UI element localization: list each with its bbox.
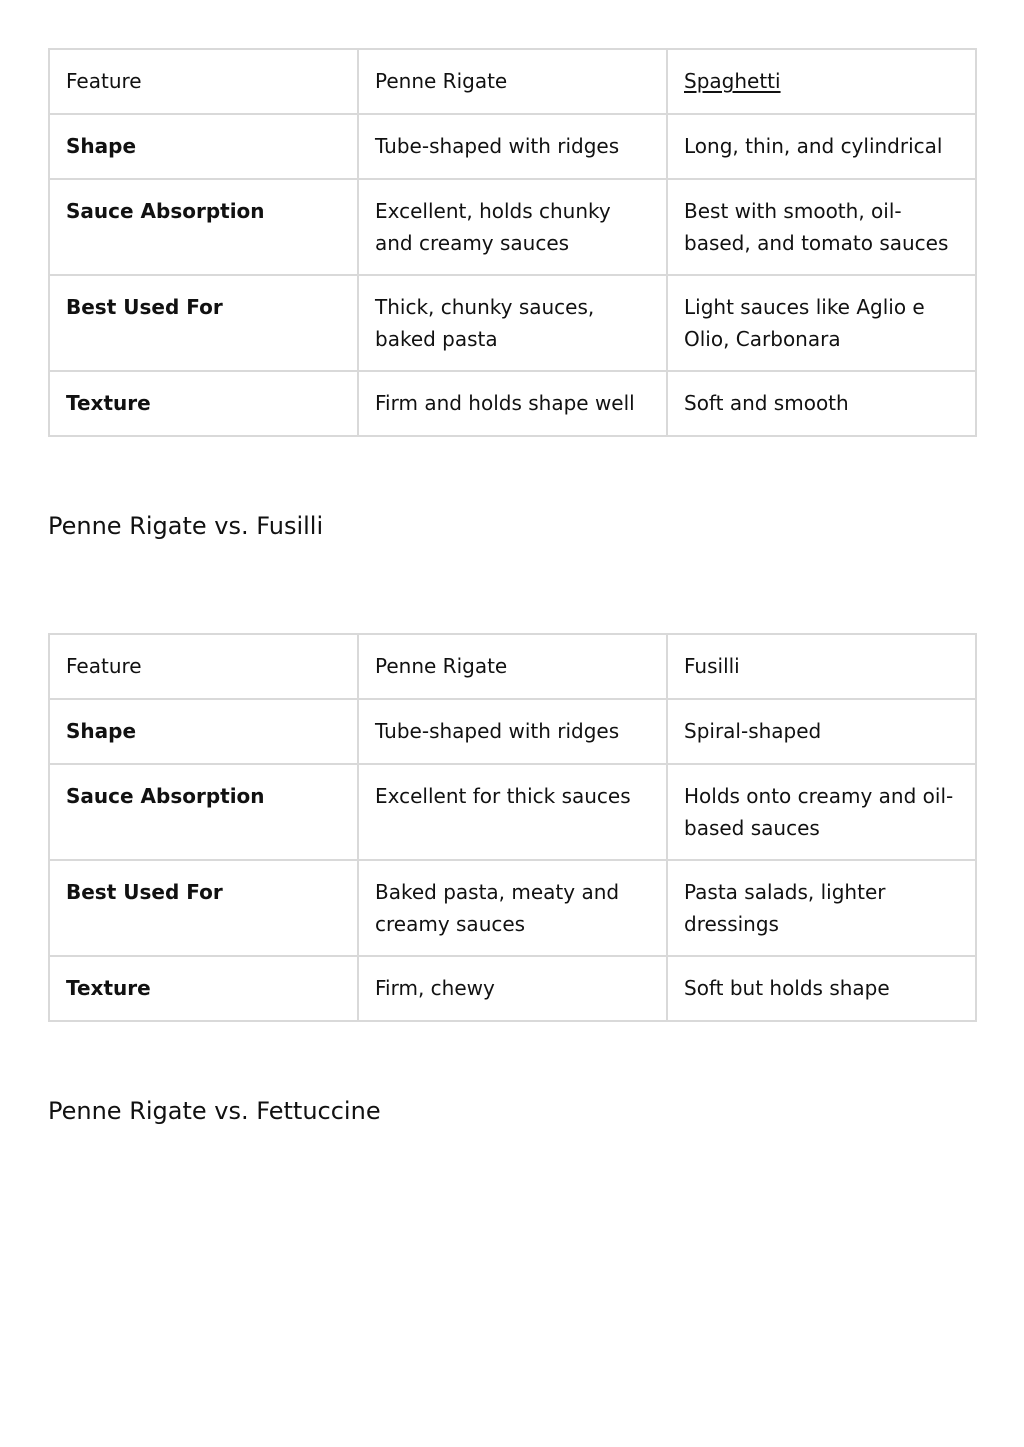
- section-heading-fusilli: Penne Rigate vs. Fusilli: [48, 512, 324, 540]
- section-heading-fettuccine: Penne Rigate vs. Fettuccine: [48, 1097, 381, 1125]
- value-cell: Spiral-shaped: [667, 699, 976, 764]
- value-cell: Firm, chewy: [358, 956, 667, 1021]
- comparison-table-spaghetti: [48, 48, 977, 437]
- feature-cell: Best Used For: [49, 860, 358, 956]
- table-row: [49, 956, 976, 1021]
- value-cell: Best with smooth, oil-based, and tomato sauces: [667, 179, 976, 275]
- value-cell: Thick, chunky sauces, baked pasta: [358, 275, 667, 371]
- value-cell: Pasta salads, lighter dressings: [667, 860, 976, 956]
- value-cell: Excellent for thick sauces: [358, 764, 667, 860]
- table-row: [49, 764, 976, 860]
- value-cell: Firm and holds shape well: [358, 371, 667, 436]
- value-cell: Tube-shaped with ridges: [358, 699, 667, 764]
- feature-cell: Shape: [49, 114, 358, 179]
- table-row: [49, 699, 976, 764]
- header-cell-spaghetti: [667, 49, 976, 114]
- table-row: [49, 275, 976, 371]
- header-cell-penne-rigate: Penne Rigate: [358, 634, 667, 699]
- header-cell-fusilli: Fusilli: [667, 634, 976, 699]
- table-row: [49, 860, 976, 956]
- feature-cell: Texture: [49, 956, 358, 1021]
- table-header-row: [49, 49, 976, 114]
- header-cell-penne-rigate: Penne Rigate: [358, 49, 667, 114]
- value-cell: Light sauces like Aglio e Olio, Carbonara: [667, 275, 976, 371]
- feature-cell: Best Used For: [49, 275, 358, 371]
- spaghetti-link[interactable]: Spaghetti: [684, 69, 781, 93]
- table-row: [49, 371, 976, 436]
- comparison-table-fusilli: [48, 633, 977, 1022]
- feature-cell: Sauce Absorption: [49, 179, 358, 275]
- value-cell: Excellent, holds chunky and creamy sauces: [358, 179, 667, 275]
- value-cell: Soft and smooth: [667, 371, 976, 436]
- value-cell: Long, thin, and cylindrical: [667, 114, 976, 179]
- feature-cell: Sauce Absorption: [49, 764, 358, 860]
- header-cell-feature: Feature: [49, 49, 358, 114]
- value-cell: Soft but holds shape: [667, 956, 976, 1021]
- feature-cell: Shape: [49, 699, 358, 764]
- header-cell-feature: Feature: [49, 634, 358, 699]
- table-header-row: [49, 634, 976, 699]
- table-row: [49, 114, 976, 179]
- value-cell: Tube-shaped with ridges: [358, 114, 667, 179]
- table-row: [49, 179, 976, 275]
- value-cell: Holds onto creamy and oil-based sauces: [667, 764, 976, 860]
- feature-cell: Texture: [49, 371, 358, 436]
- value-cell: Baked pasta, meaty and creamy sauces: [358, 860, 667, 956]
